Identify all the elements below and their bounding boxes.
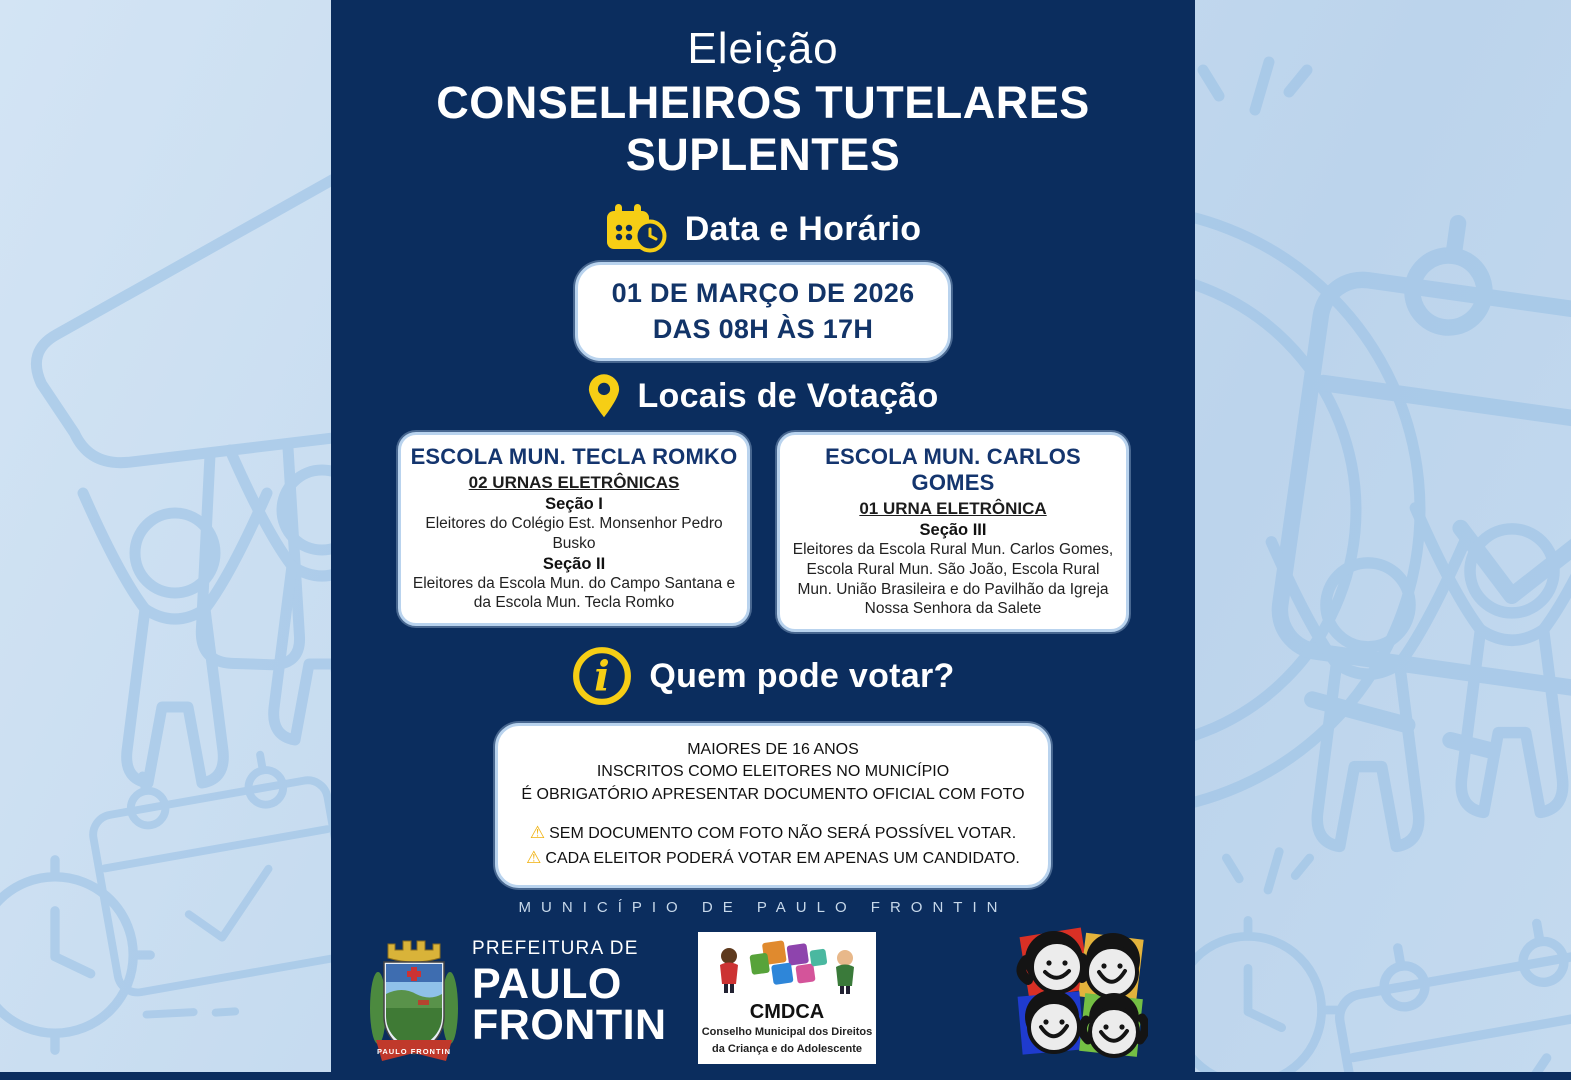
poster-title-kicker: Eleição [687, 24, 839, 73]
date-card [575, 262, 952, 361]
polling-place-card [777, 432, 1129, 632]
children-doodle-icon [83, 493, 267, 783]
warning-line [516, 846, 1030, 870]
voting-warnings [516, 821, 1030, 870]
kids-faces-logo [1008, 922, 1148, 1062]
who-heading: Quem pode votar? [649, 656, 955, 695]
section-voters: Eleitores da Escola Rural Mun. Carlos Gomes, Escola Rural Mun. São João, Escola Rural Mun. União Brasileira e do Pavilhão da Igreja Nossa Senhora da Salete [792, 541, 1114, 618]
rule-line: MAIORES DE 16 ANOS [687, 741, 859, 758]
prefecture-wordmark [472, 938, 667, 1049]
cmdca-subtitle-line2: da Criança e do Adolescente [712, 1042, 862, 1055]
section-voters: Eleitores da Escola Mun. do Campo Santana e da Escola Mun. Tecla Romko [412, 574, 736, 612]
prefecture-name-line2: FRONTIN [472, 1000, 667, 1049]
map-pin-icon [587, 373, 621, 420]
datetime-heading: Data e Horário [684, 209, 922, 248]
cmdca-subtitle-line1: Conselho Municipal dos Direitos [701, 1026, 873, 1038]
locations-heading: Locais de Votação [637, 377, 939, 415]
election-date: 01 DE MARÇO DE 2026 [611, 278, 915, 308]
cmdca-logo [698, 932, 876, 1064]
calendar-doodle-icon [84, 744, 361, 1030]
poster-panel [331, 0, 1195, 1072]
datetime-heading-row [331, 203, 1195, 255]
section-label: Seção I [545, 495, 603, 513]
polling-place-urns: 01 URNA ELETRÔNICA [859, 499, 1047, 518]
calendar-clock-icon [605, 203, 669, 255]
who-heading-row [331, 645, 1195, 707]
prefecture-name-line1: PAULO [472, 960, 622, 1008]
svg-text:i: i [594, 651, 611, 701]
coat-of-arms-icon [368, 928, 460, 1068]
spark-doodle-icon [1203, 62, 1307, 110]
polling-place-urns: 02 URNAS ELETRÔNICAS [468, 473, 680, 492]
svg-text:PAULO FRONTIN: PAULO FRONTIN [376, 1047, 452, 1056]
rule-line: É OBRIGATÓRIO APRESENTAR DOCUMENTO OFICIAL COM FOTO [521, 785, 1025, 803]
warning-line [516, 821, 1030, 845]
voting-rules [516, 739, 1030, 806]
children-doodle-icon [1415, 508, 1571, 813]
warning-text: CADA ELEITOR PODERÁ VOTAR EM APENAS UM CANDIDATO. [545, 849, 1020, 867]
polling-place-title: ESCOLA MUN. TECLA ROMKO [410, 444, 738, 469]
polling-place-card [398, 432, 750, 626]
rule-line: INSCRITOS COMO ELEITORES NO MUNICÍPIO [596, 763, 950, 781]
prefecture-small: PREFEITURA DE [472, 938, 639, 959]
poster-title-line2: SUPLENTES [625, 129, 901, 180]
clock-doodle-icon [0, 860, 150, 1050]
voting-rules-card [495, 723, 1051, 888]
poster-title-line1: CONSELHEIROS TUTELARES [436, 77, 1090, 128]
calendar-doodle-icon [1329, 911, 1571, 1080]
cmdca-children-illustration [707, 936, 867, 994]
warning-text: SEM DOCUMENTO COM FOTO NÃO SERÁ POSSÍVEL VOTAR. [549, 825, 1017, 843]
section-label: Seção III [919, 521, 987, 539]
municipality-line: MUNICÍPIO DE PAULO FRONTIN [518, 899, 1008, 916]
warning-icon: ⚠ [526, 847, 542, 867]
locations-heading-row [331, 373, 1195, 420]
election-hours: DAS 08H ÀS 17H [652, 313, 874, 344]
cmdca-acronym: CMDCA [749, 1001, 825, 1023]
info-icon [571, 645, 633, 707]
warning-icon: ⚠ [529, 823, 546, 843]
polling-place-title: ESCOLA MUN. CARLOS GOMES [825, 444, 1081, 495]
bottom-navy-bar [0, 1072, 1571, 1080]
section-voters: Eleitores do Colégio Est. Monsenhor Pedro Busko [425, 515, 723, 552]
section-label: Seção II [542, 554, 606, 573]
spark-doodle-icon [1226, 852, 1309, 890]
children-doodle-icon [1271, 542, 1464, 847]
